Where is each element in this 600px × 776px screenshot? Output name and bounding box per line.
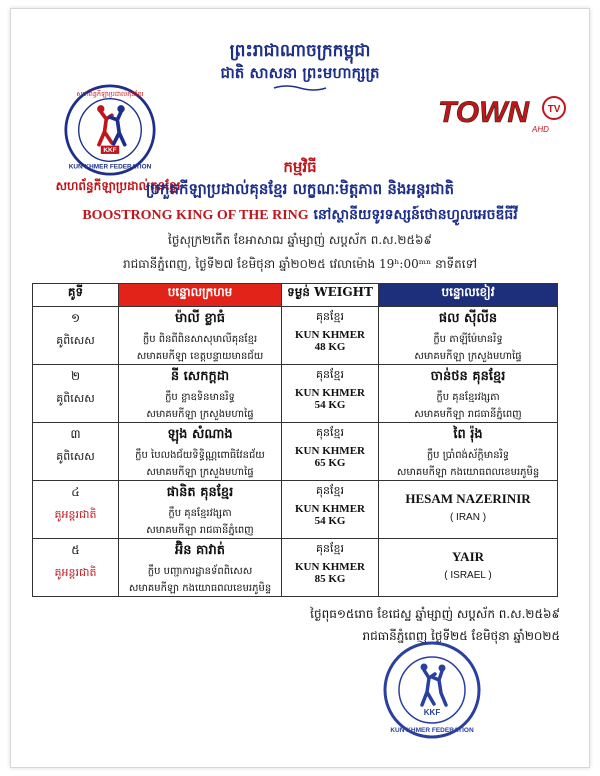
logo-top-text: សហព័ន្ធកីឡាប្រដាល់គុនខ្មែរ [76, 89, 144, 98]
red-fighter-club: ក្លឹប ពិនពីពិនសាសុមាលីគុនខ្មែរ [142, 334, 258, 345]
signature-lunar-date: ថ្ងៃពុធ១៥រោច ខែជេស្ឋ ឆ្នាំម្សាញ់ សប្តស័ក ព.ស.២៥៦៩ [310, 607, 560, 621]
blue-fighter-club: ក្លឹប ប្រាំពង់ស័ក្តិមានរិទ្ធ [426, 450, 510, 461]
weight-style: គុនខ្មែរ [316, 310, 344, 323]
weight-kg: 54 KG [314, 399, 346, 411]
table-row [33, 423, 558, 481]
kingdom-motto: ជាតិ សាសនា ព្រះមហាក្សត្រ [220, 64, 380, 82]
bout-number: ២ [70, 369, 81, 383]
red-fighter-club: ក្លឹប បញ្ជាការដ្ឋានទ័ពពិសេស [147, 566, 253, 577]
bout-number: ១ [70, 311, 81, 325]
fight-card-table [32, 283, 558, 597]
weight-label: KUN KHMER [295, 387, 365, 399]
weight-kg: 65 KG [314, 457, 346, 469]
town-brand: TOWN [438, 96, 530, 129]
weight-label: KUN KHMER [295, 329, 365, 341]
weight-kg: 85 KG [314, 573, 346, 585]
red-fighter-club: ក្លឹប គុនខ្មែរវង្សតា [168, 508, 232, 519]
town-sub: AHD [532, 125, 549, 134]
stamp-bottom-text: KUN KHMER FEDERATION [390, 727, 474, 734]
event-name-en: BOOSTRONG KING OF THE RING [82, 208, 309, 223]
blue-fighter-name: ចាន់ថន គុនខ្មែរ [430, 369, 506, 384]
ornament-divider [272, 84, 328, 92]
red-fighter-association: សមាគមកីឡា ក្រសួងមហាផ្ទៃ [146, 409, 254, 420]
logo-kkf: KKF [103, 147, 117, 155]
kingdom-title: ព្រះរាជាណាចក្រកម្ពុជា [229, 41, 371, 61]
weight-style: គុនខ្មែរ [316, 542, 344, 555]
red-fighter-club: ក្លឹប ខ្លាឧទិនមានរិទ្ធ [165, 392, 235, 403]
lunar-date: ថ្ងៃសុក្រ២កើត ខែអាសាឍ ឆ្នាំម្សាញ់ សប្តស័ក ព.ស.២៥៦៩ [168, 233, 432, 247]
town-tv-suffix: TV [547, 104, 561, 115]
red-fighter-name: ម៉ាលី ខ្លាធំ [175, 311, 225, 326]
header-bout-no: គូទី [33, 284, 119, 307]
signature-date: រាជធានីភ្នំពេញ ថ្ងៃទី២៥ ខែមិថុនា ឆ្នាំ២០២៥ [362, 629, 560, 643]
bout-number: ៥ [71, 543, 80, 557]
event-venue: នៅស្ថានីយទូរទស្សន៍ថោនហ្វូលអេចឌីធីវី [308, 207, 518, 223]
table-row [33, 307, 558, 365]
weight-style: គុនខ្មែរ [316, 368, 344, 381]
red-fighter-name: អ៊ិន គាវាត់ [175, 543, 225, 558]
red-fighter-club: ក្លឹប បៃលងជ័យទិទ្ធិណ្ណពោធិវែនជ័យ [135, 450, 265, 461]
blue-fighter-country: ( ISRAEL ) [444, 570, 492, 581]
blue-fighter-association: សមាគមកីឡា ក្រសួងមហាផ្ទៃ [414, 351, 522, 362]
header-blue-corner: បន្ទោលខៀវ [379, 284, 558, 307]
event-line [0, 205, 600, 226]
logo-bottom-text: KUN KHMER FEDERATION [68, 163, 152, 171]
blue-fighter-name: ផល ស៊ីលីន [438, 311, 498, 326]
blue-fighter-club: ក្លឹប តាឡីម៉ែមានរិទ្ធ [433, 334, 503, 345]
blue-fighter-association: សមាគមកីឡា កងយោធពលខេមរភូមិន្ទ [396, 467, 540, 478]
federation-stamp [382, 640, 482, 740]
bout-type: គូអន្តរជាតិ [54, 508, 97, 521]
table-row [33, 365, 558, 423]
red-fighter-association: សមាគមកីឡា ក្រសួងមហាផ្ទៃ [146, 467, 254, 478]
table-row [33, 481, 558, 539]
blue-fighter-association: សមាគមកីឡា រាជធានីភ្នំពេញ [414, 409, 522, 420]
program-subtitle: ប្រកួតកីឡាប្រដាល់គុនខ្មែរ លក្ខណៈមិត្តភាព និងអន្តរជាតិ [145, 180, 455, 198]
blue-fighter-club: ក្លឹប គុនខ្មែរវង្សតា [436, 392, 500, 403]
red-fighter-name: ឡុង សំណាង [167, 427, 233, 442]
bout-type: គូពិសេស [56, 450, 95, 463]
federation-name: សហព័ន្ធកីឡាប្រដាល់គុនខ្មែរ [55, 179, 181, 193]
weight-label: KUN KHMER [295, 561, 365, 573]
red-fighter-association: សមាគមកីឡា ខេត្តបន្ទាយមានជ័យ [136, 351, 264, 362]
bout-number: ៤ [71, 485, 80, 499]
red-fighter-association: សមាគមកីឡា កងយោធពលខេមរភូមិន្ទ [128, 583, 272, 594]
weight-kg: 54 KG [314, 515, 346, 527]
bout-type: គូអន្តរជាតិ [54, 566, 97, 579]
weight-label: KUN KHMER [295, 445, 365, 457]
bout-number: ៣ [70, 427, 81, 441]
program-title: កម្មវិធី [283, 158, 317, 176]
header-red-corner: បន្ទោលក្រហម [119, 284, 282, 307]
header-weight: ទម្ងន់ WEIGHT [282, 284, 379, 307]
red-fighter-name: ផានិត គុនខ្មែរ [166, 485, 234, 500]
blue-fighter-name: HESAM NAZERINIR [405, 491, 531, 506]
blue-fighter-name: ពៃ រ៉ុង [453, 427, 483, 442]
weight-style: គុនខ្មែរ [316, 484, 344, 497]
weight-kg: 48 KG [314, 341, 346, 353]
weight-label: KUN KHMER [295, 503, 365, 515]
red-fighter-association: សមាគមកីឡា រាជធានីភ្នំពេញ [146, 525, 254, 536]
event-date-time: រាជធានីភ្នំពេញ, ថ្ងៃទី២៧ ខែមិថុនា ឆ្នាំ២០២៥ វេលាម៉ោង 19ʰ:00ᵐⁿ នាទីតទៅ [122, 257, 477, 271]
table-row [33, 539, 558, 597]
blue-fighter-name: YAIR [451, 549, 485, 564]
red-fighter-name: នី សេកក្តដា [170, 369, 230, 384]
blue-fighter-country: ( IRAN ) [449, 512, 487, 523]
bout-type: គូពិសេស [56, 392, 95, 405]
bout-type: គូពិសេស [56, 334, 95, 347]
weight-style: គុនខ្មែរ [316, 426, 344, 439]
stamp-kkf: KKF [423, 708, 441, 717]
town-tv-logo [434, 88, 574, 138]
